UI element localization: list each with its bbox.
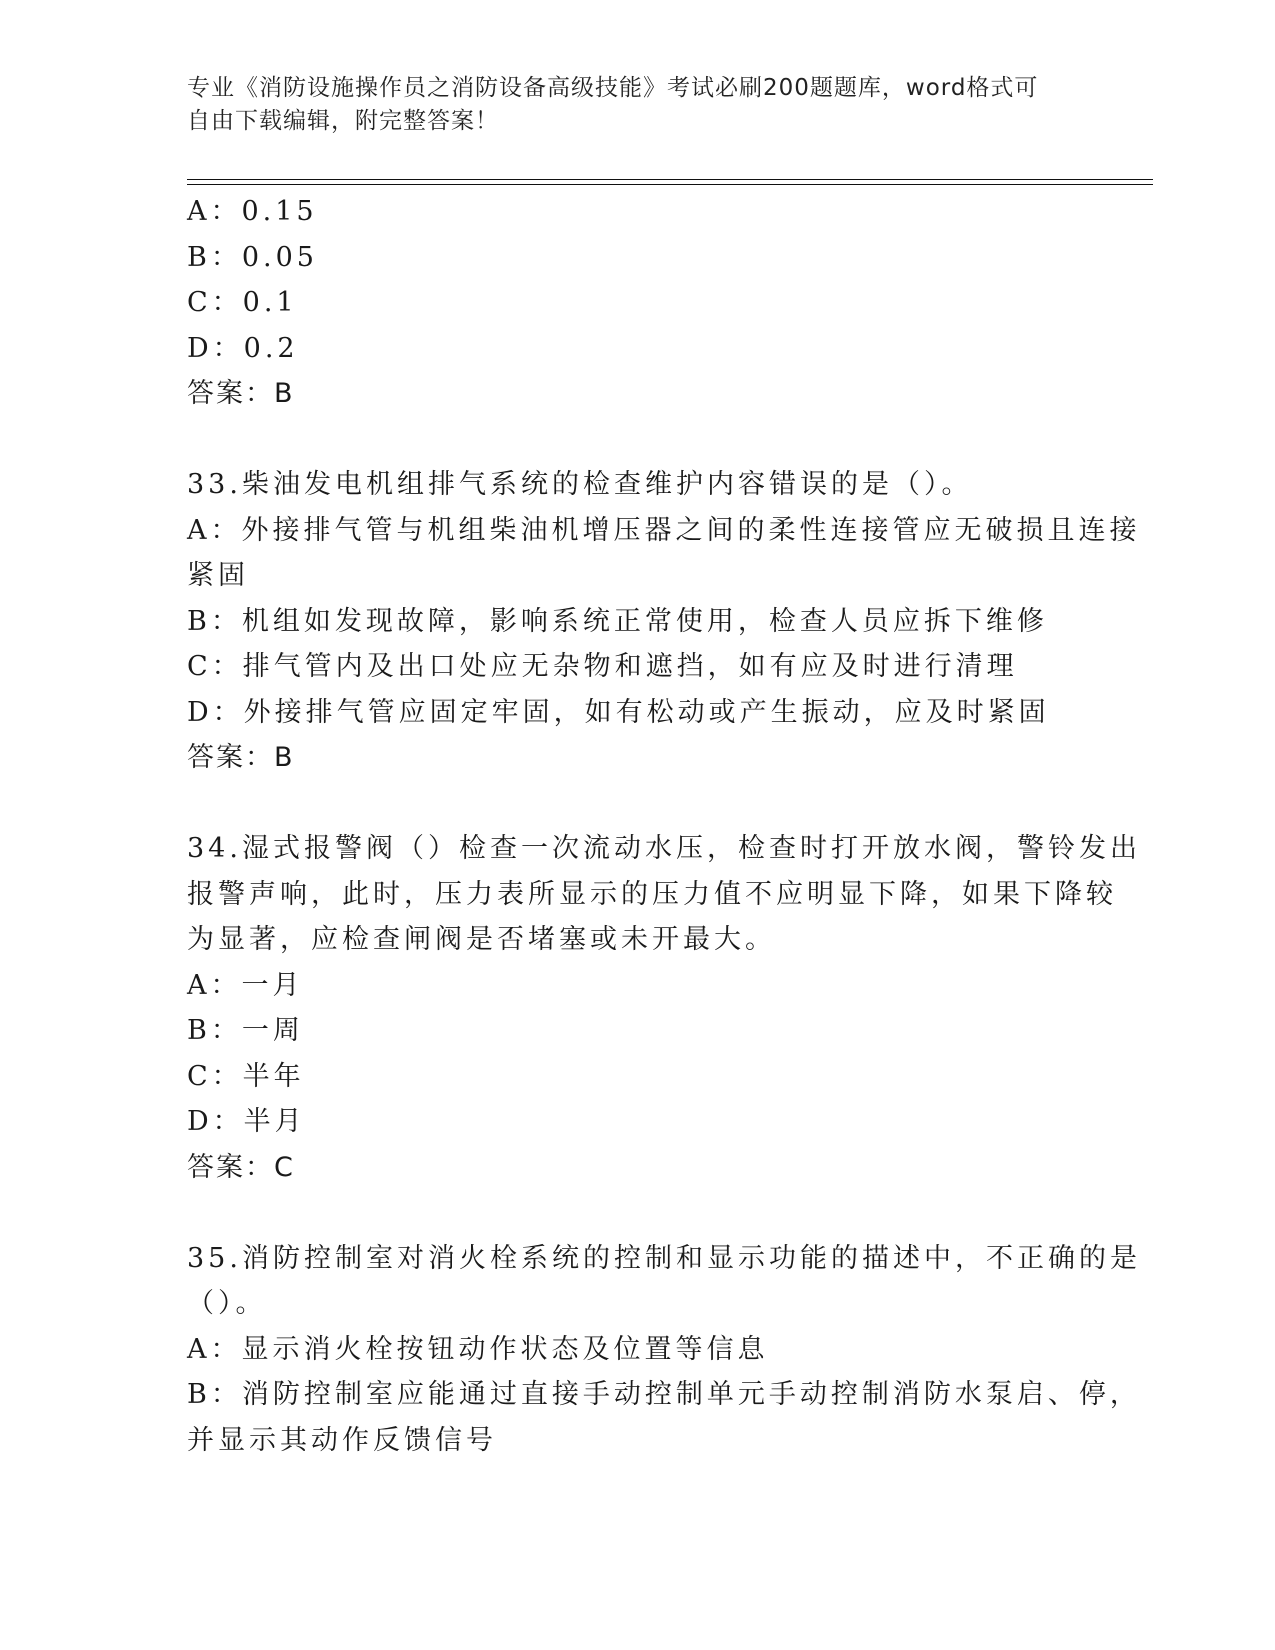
document-body [187, 189, 1141, 1463]
question-35 [187, 1236, 1141, 1464]
option-b: B：0.05 [187, 241, 318, 273]
question-34 [187, 826, 1141, 1190]
question-text: 33.柴油发电机组排气系统的检查维护内容错误的是（）。 [187, 469, 973, 500]
answer: 答案：C [187, 1151, 295, 1183]
option-a: A：外接排气管与机组柴油机增压器之间的柔性连接管应无破损且连接 [187, 514, 1141, 546]
question-text-line-2: （）。 [187, 1288, 267, 1319]
option-a: A：一月 [187, 969, 304, 1001]
header-rule-bottom [187, 184, 1153, 185]
option-b: B：消防控制室应能通过直接手动控制单元手动控制消防水泵启、停， [187, 1379, 1141, 1410]
spacer [187, 1190, 1087, 1236]
header-line-2: 自由下载编辑，附完整答案！ [187, 108, 499, 134]
option-b-continued: 并显示其动作反馈信号 [187, 1424, 497, 1456]
answer: 答案：B [187, 378, 295, 409]
option-b: B：一周 [187, 1015, 304, 1046]
question-text-line-2: 报警声响，此时，压力表所显示的压力值不应明显下降，如果下降较 [187, 878, 1117, 910]
option-b: B：机组如发现故障，影响系统正常使用，检查人员应拆下维修 [187, 605, 1048, 637]
header-line-1: 专业《消防设施操作员之消防设备高级技能》考试必刷200题题库，word格式可 [187, 75, 1039, 101]
option-d: D：0.2 [187, 332, 299, 364]
question-text-line-1: 35.消防控制室对消火栓系统的控制和显示功能的描述中，不正确的是 [187, 1242, 1141, 1274]
option-d: D：半月 [187, 1106, 306, 1137]
spacer [187, 417, 1087, 463]
question-text-line-3: 为显著，应检查闸阀是否堵塞或未开最大。 [187, 924, 776, 955]
option-c: C：排气管内及出口处应无杂物和遮挡，如有应及时进行清理 [187, 651, 1018, 682]
document-header [187, 72, 1087, 138]
spacer [187, 781, 1087, 827]
option-d: D：外接排气管应固定牢固，如有松动或产生振动，应及时紧固 [187, 696, 1050, 728]
option-a-continued: 紧固 [187, 560, 249, 591]
header-rule-top [187, 179, 1153, 180]
option-c: C：半年 [187, 1060, 305, 1092]
question-text-line-1: 34.湿式报警阀（）检查一次流动水压，检查时打开放水阀，警铃发出 [187, 833, 1141, 864]
option-a: A：0.15 [187, 196, 318, 227]
question-32-options [187, 189, 1087, 417]
option-c: C：0.1 [187, 287, 298, 318]
option-a: A：显示消火栓按钮动作状态及位置等信息 [187, 1333, 769, 1365]
question-33 [187, 462, 1141, 781]
answer: 答案：B [187, 742, 295, 773]
